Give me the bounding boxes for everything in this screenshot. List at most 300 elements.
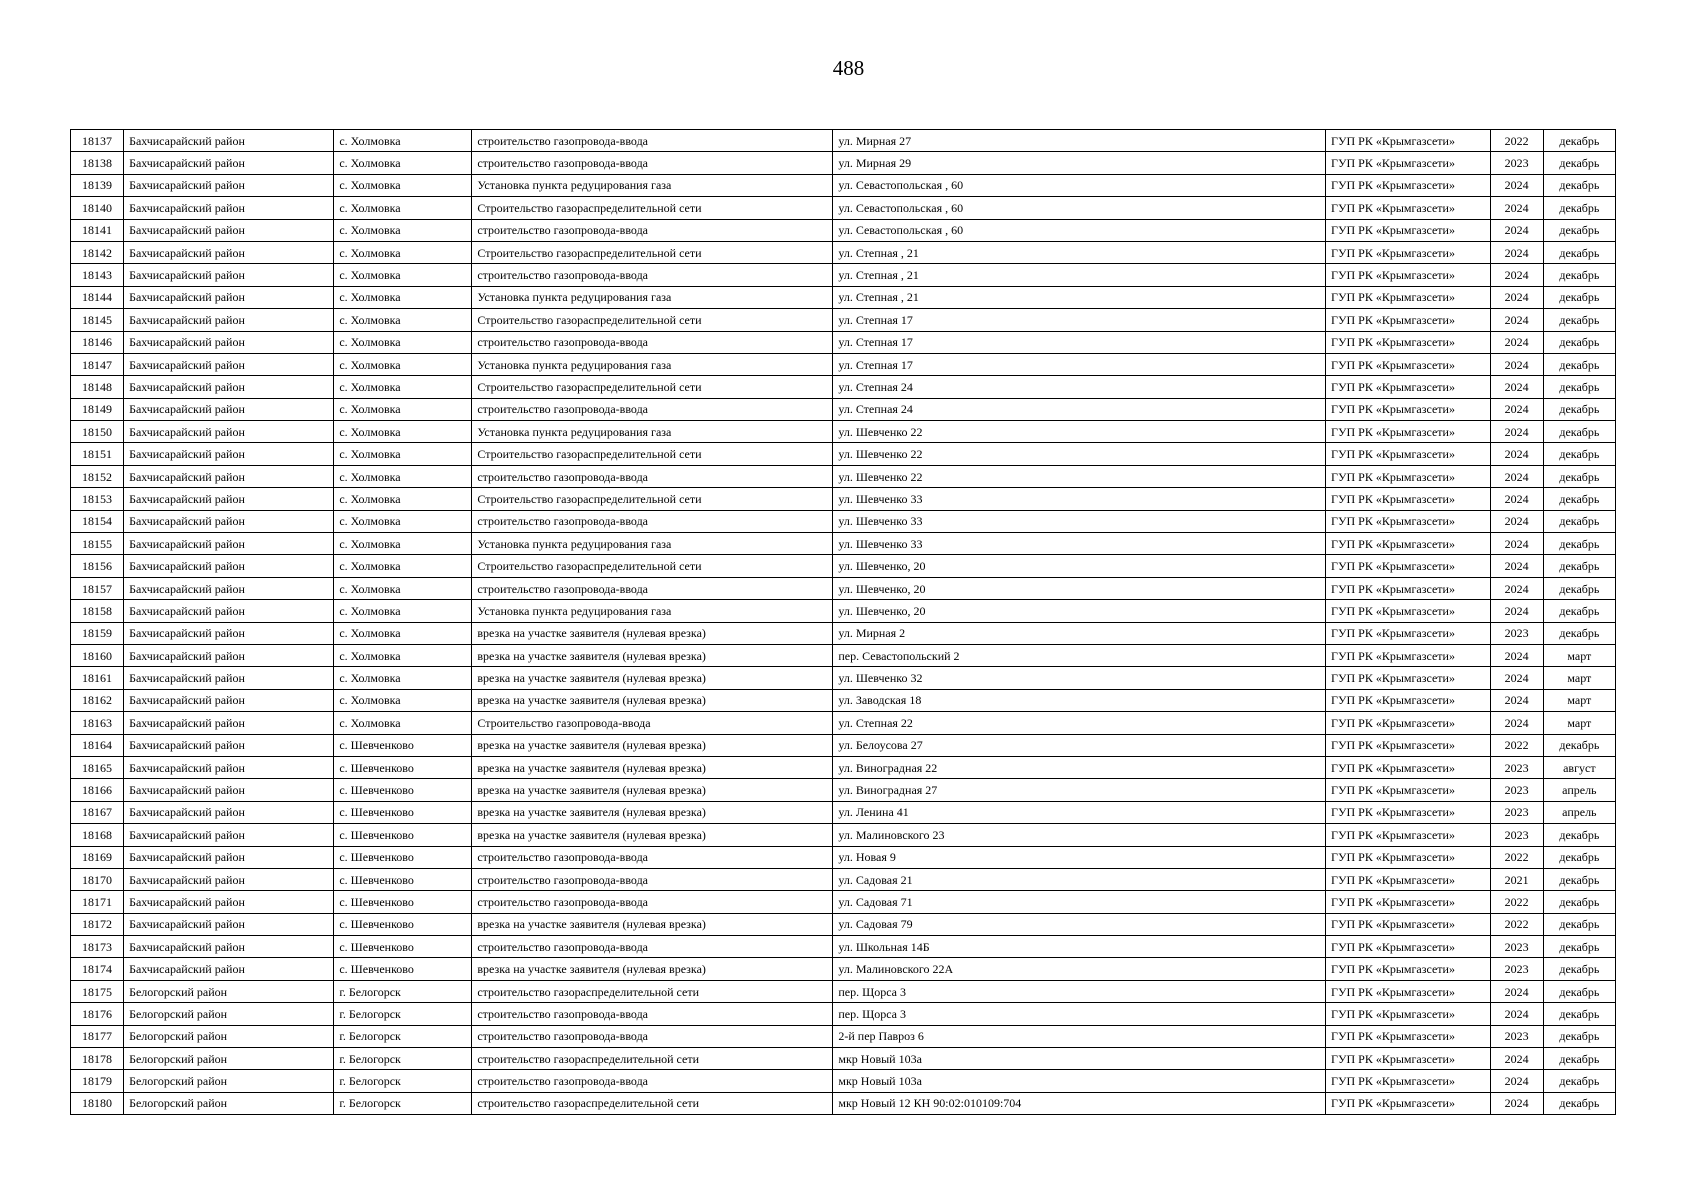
month-cell: декабрь [1543, 174, 1615, 196]
address-cell: ул. Садовая 21 [833, 868, 1326, 890]
work-type-cell: врезка на участке заявителя (нулевая врезка) [472, 756, 833, 778]
year-cell: 2023 [1490, 936, 1543, 958]
month-cell: декабрь [1543, 936, 1615, 958]
work-type-cell: врезка на участке заявителя (нулевая врезка) [472, 779, 833, 801]
district-cell: Бахчисарайский район [124, 577, 334, 599]
month-cell: декабрь [1543, 241, 1615, 263]
work-type-cell: строительство газопровода-ввода [472, 331, 833, 353]
work-type-cell: Установка пункта редуцирования газа [472, 286, 833, 308]
table-row [71, 1070, 1616, 1092]
address-cell: 2-й пер Павроз 6 [833, 1025, 1326, 1047]
table-row [71, 756, 1616, 778]
month-cell: декабрь [1543, 734, 1615, 756]
table-row [71, 421, 1616, 443]
row-number-cell: 18138 [71, 152, 124, 174]
work-type-cell: врезка на участке заявителя (нулевая врезка) [472, 667, 833, 689]
work-type-cell: Установка пункта редуцирования газа [472, 174, 833, 196]
month-cell: декабрь [1543, 331, 1615, 353]
district-cell: Бахчисарайский район [124, 443, 334, 465]
row-number-cell: 18156 [71, 555, 124, 577]
year-cell: 2023 [1490, 622, 1543, 644]
district-cell: Бахчисарайский район [124, 689, 334, 711]
month-cell: декабрь [1543, 1048, 1615, 1070]
year-cell: 2024 [1490, 488, 1543, 510]
district-cell: Бахчисарайский район [124, 197, 334, 219]
address-cell: ул. Малиновского 23 [833, 824, 1326, 846]
row-number-cell: 18139 [71, 174, 124, 196]
year-cell: 2024 [1490, 644, 1543, 666]
table-row [71, 510, 1616, 532]
data-table [70, 129, 1616, 1115]
month-cell: апрель [1543, 801, 1615, 823]
district-cell: Бахчисарайский район [124, 421, 334, 443]
work-type-cell: врезка на участке заявителя (нулевая врезка) [472, 913, 833, 935]
locality-cell: г. Белогорск [334, 1025, 472, 1047]
table-row [71, 868, 1616, 890]
locality-cell: г. Белогорск [334, 980, 472, 1002]
month-cell: декабрь [1543, 465, 1615, 487]
year-cell: 2023 [1490, 756, 1543, 778]
row-number-cell: 18148 [71, 376, 124, 398]
month-cell: декабрь [1543, 577, 1615, 599]
organization-cell: ГУП РК «Крымгазсети» [1326, 152, 1491, 174]
district-cell: Белогорский район [124, 1070, 334, 1092]
work-type-cell: строительство газопровода-ввода [472, 152, 833, 174]
table-row [71, 533, 1616, 555]
district-cell: Бахчисарайский район [124, 801, 334, 823]
work-type-cell: строительство газопровода-ввода [472, 398, 833, 420]
district-cell: Бахчисарайский район [124, 130, 334, 152]
month-cell: декабрь [1543, 488, 1615, 510]
district-cell: Бахчисарайский район [124, 622, 334, 644]
address-cell: ул. Степная 24 [833, 398, 1326, 420]
table-row [71, 398, 1616, 420]
row-number-cell: 18179 [71, 1070, 124, 1092]
row-number-cell: 18141 [71, 219, 124, 241]
table-row [71, 622, 1616, 644]
organization-cell: ГУП РК «Крымгазсети» [1326, 801, 1491, 823]
table-row [71, 1048, 1616, 1070]
district-cell: Бахчисарайский район [124, 264, 334, 286]
address-cell: пер. Щорса 3 [833, 980, 1326, 1002]
work-type-cell: строительство газопровода-ввода [472, 1070, 833, 1092]
month-cell: декабрь [1543, 533, 1615, 555]
organization-cell: ГУП РК «Крымгазсети» [1326, 622, 1491, 644]
organization-cell: ГУП РК «Крымгазсети» [1326, 309, 1491, 331]
row-number-cell: 18164 [71, 734, 124, 756]
organization-cell: ГУП РК «Крымгазсети» [1326, 510, 1491, 532]
organization-cell: ГУП РК «Крымгазсети» [1326, 555, 1491, 577]
organization-cell: ГУП РК «Крымгазсети» [1326, 331, 1491, 353]
row-number-cell: 18175 [71, 980, 124, 1002]
locality-cell: с. Шевченково [334, 756, 472, 778]
work-type-cell: Строительство газораспределительной сети [472, 309, 833, 331]
month-cell: декабрь [1543, 600, 1615, 622]
district-cell: Бахчисарайский район [124, 667, 334, 689]
row-number-cell: 18162 [71, 689, 124, 711]
locality-cell: с. Холмовка [334, 622, 472, 644]
organization-cell: ГУП РК «Крымгазсети» [1326, 958, 1491, 980]
organization-cell: ГУП РК «Крымгазсети» [1326, 376, 1491, 398]
row-number-cell: 18151 [71, 443, 124, 465]
month-cell: декабрь [1543, 980, 1615, 1002]
table-row [71, 980, 1616, 1002]
work-type-cell: Строительство газораспределительной сети [472, 376, 833, 398]
locality-cell: с. Холмовка [334, 309, 472, 331]
address-cell: мкр Новый 12 КН 90:02:010109:704 [833, 1092, 1326, 1114]
row-number-cell: 18143 [71, 264, 124, 286]
month-cell: декабрь [1543, 286, 1615, 308]
district-cell: Бахчисарайский район [124, 868, 334, 890]
address-cell: ул. Виноградная 27 [833, 779, 1326, 801]
table-row [71, 353, 1616, 375]
work-type-cell: Строительство газораспределительной сети [472, 488, 833, 510]
table-row [71, 241, 1616, 263]
row-number-cell: 18142 [71, 241, 124, 263]
organization-cell: ГУП РК «Крымгазсети» [1326, 712, 1491, 734]
table-row [71, 197, 1616, 219]
locality-cell: с. Холмовка [334, 465, 472, 487]
month-cell: декабрь [1543, 555, 1615, 577]
organization-cell: ГУП РК «Крымгазсети» [1326, 465, 1491, 487]
row-number-cell: 18172 [71, 913, 124, 935]
table-row [71, 443, 1616, 465]
year-cell: 2022 [1490, 734, 1543, 756]
address-cell: ул. Шевченко 33 [833, 488, 1326, 510]
locality-cell: с. Холмовка [334, 219, 472, 241]
district-cell: Бахчисарайский район [124, 376, 334, 398]
work-type-cell: Строительство газораспределительной сети [472, 555, 833, 577]
table-row [71, 958, 1616, 980]
table-row [71, 331, 1616, 353]
district-cell: Бахчисарайский район [124, 644, 334, 666]
locality-cell: с. Холмовка [334, 644, 472, 666]
month-cell: декабрь [1543, 376, 1615, 398]
address-cell: ул. Шевченко 33 [833, 533, 1326, 555]
row-number-cell: 18159 [71, 622, 124, 644]
month-cell: декабрь [1543, 197, 1615, 219]
row-number-cell: 18168 [71, 824, 124, 846]
month-cell: декабрь [1543, 443, 1615, 465]
locality-cell: с. Шевченково [334, 801, 472, 823]
district-cell: Бахчисарайский район [124, 510, 334, 532]
address-cell: ул. Шевченко 22 [833, 465, 1326, 487]
locality-cell: с. Шевченково [334, 868, 472, 890]
year-cell: 2022 [1490, 913, 1543, 935]
work-type-cell: врезка на участке заявителя (нулевая врезка) [472, 622, 833, 644]
locality-cell: с. Холмовка [334, 667, 472, 689]
month-cell: декабрь [1543, 264, 1615, 286]
year-cell: 2024 [1490, 712, 1543, 734]
locality-cell: с. Холмовка [334, 533, 472, 555]
address-cell: ул. Новая 9 [833, 846, 1326, 868]
year-cell: 2023 [1490, 824, 1543, 846]
year-cell: 2024 [1490, 600, 1543, 622]
address-cell: ул. Заводская 18 [833, 689, 1326, 711]
district-cell: Бахчисарайский район [124, 891, 334, 913]
organization-cell: ГУП РК «Крымгазсети» [1326, 197, 1491, 219]
table-row [71, 577, 1616, 599]
month-cell: декабрь [1543, 421, 1615, 443]
year-cell: 2024 [1490, 667, 1543, 689]
work-type-cell: строительство газопровода-ввода [472, 264, 833, 286]
year-cell: 2024 [1490, 219, 1543, 241]
month-cell: март [1543, 712, 1615, 734]
locality-cell: с. Холмовка [334, 398, 472, 420]
row-number-cell: 18155 [71, 533, 124, 555]
month-cell: декабрь [1543, 1003, 1615, 1025]
locality-cell: с. Шевченково [334, 779, 472, 801]
work-type-cell: врезка на участке заявителя (нулевая врезка) [472, 734, 833, 756]
address-cell: ул. Ленина 41 [833, 801, 1326, 823]
table-row [71, 264, 1616, 286]
locality-cell: с. Шевченково [334, 936, 472, 958]
address-cell: ул. Шевченко 33 [833, 510, 1326, 532]
address-cell: мкр Новый 103а [833, 1048, 1326, 1070]
row-number-cell: 18154 [71, 510, 124, 532]
district-cell: Бахчисарайский район [124, 309, 334, 331]
year-cell: 2024 [1490, 533, 1543, 555]
organization-cell: ГУП РК «Крымгазсети» [1326, 130, 1491, 152]
year-cell: 2024 [1490, 465, 1543, 487]
month-cell: апрель [1543, 779, 1615, 801]
year-cell: 2023 [1490, 152, 1543, 174]
year-cell: 2024 [1490, 510, 1543, 532]
table-row [71, 734, 1616, 756]
organization-cell: ГУП РК «Крымгазсети» [1326, 868, 1491, 890]
organization-cell: ГУП РК «Крымгазсети» [1326, 1070, 1491, 1092]
district-cell: Белогорский район [124, 1092, 334, 1114]
work-type-cell: строительство газопровода-ввода [472, 846, 833, 868]
address-cell: ул. Садовая 79 [833, 913, 1326, 935]
district-cell: Бахчисарайский район [124, 398, 334, 420]
address-cell: ул. Шевченко, 20 [833, 600, 1326, 622]
district-cell: Бахчисарайский район [124, 824, 334, 846]
locality-cell: с. Холмовка [334, 712, 472, 734]
organization-cell: ГУП РК «Крымгазсети» [1326, 443, 1491, 465]
work-type-cell: Строительство газораспределительной сети [472, 241, 833, 263]
district-cell: Бахчисарайский район [124, 779, 334, 801]
locality-cell: с. Холмовка [334, 421, 472, 443]
table-row [71, 936, 1616, 958]
row-number-cell: 18152 [71, 465, 124, 487]
year-cell: 2024 [1490, 197, 1543, 219]
locality-cell: с. Холмовка [334, 488, 472, 510]
address-cell: мкр Новый 103а [833, 1070, 1326, 1092]
table-row [71, 667, 1616, 689]
year-cell: 2022 [1490, 130, 1543, 152]
row-number-cell: 18149 [71, 398, 124, 420]
locality-cell: с. Холмовка [334, 197, 472, 219]
district-cell: Белогорский район [124, 980, 334, 1002]
month-cell: декабрь [1543, 130, 1615, 152]
organization-cell: ГУП РК «Крымгазсети» [1326, 891, 1491, 913]
address-cell: ул. Мирная 29 [833, 152, 1326, 174]
month-cell: август [1543, 756, 1615, 778]
row-number-cell: 18146 [71, 331, 124, 353]
address-cell: ул. Степная , 21 [833, 286, 1326, 308]
district-cell: Бахчисарайский район [124, 712, 334, 734]
district-cell: Бахчисарайский район [124, 219, 334, 241]
organization-cell: ГУП РК «Крымгазсети» [1326, 1048, 1491, 1070]
table-row [71, 286, 1616, 308]
work-type-cell: строительство газопровода-ввода [472, 219, 833, 241]
row-number-cell: 18160 [71, 644, 124, 666]
year-cell: 2022 [1490, 891, 1543, 913]
table-row [71, 824, 1616, 846]
address-cell: ул. Степная , 21 [833, 264, 1326, 286]
row-number-cell: 18150 [71, 421, 124, 443]
year-cell: 2024 [1490, 1092, 1543, 1114]
row-number-cell: 18177 [71, 1025, 124, 1047]
table-row [71, 644, 1616, 666]
organization-cell: ГУП РК «Крымгазсети» [1326, 353, 1491, 375]
locality-cell: г. Белогорск [334, 1092, 472, 1114]
address-cell: ул. Степная , 21 [833, 241, 1326, 263]
table-row [71, 1092, 1616, 1114]
organization-cell: ГУП РК «Крымгазсети» [1326, 264, 1491, 286]
work-type-cell: Строительство газораспределительной сети [472, 197, 833, 219]
organization-cell: ГУП РК «Крымгазсети» [1326, 488, 1491, 510]
year-cell: 2023 [1490, 779, 1543, 801]
locality-cell: с. Холмовка [334, 689, 472, 711]
row-number-cell: 18157 [71, 577, 124, 599]
address-cell: ул. Шевченко, 20 [833, 555, 1326, 577]
locality-cell: с. Холмовка [334, 130, 472, 152]
year-cell: 2024 [1490, 421, 1543, 443]
district-cell: Белогорский район [124, 1048, 334, 1070]
month-cell: декабрь [1543, 891, 1615, 913]
month-cell: декабрь [1543, 219, 1615, 241]
year-cell: 2022 [1490, 846, 1543, 868]
year-cell: 2024 [1490, 577, 1543, 599]
row-number-cell: 18158 [71, 600, 124, 622]
year-cell: 2024 [1490, 353, 1543, 375]
work-type-cell: строительство газопровода-ввода [472, 891, 833, 913]
table-row [71, 846, 1616, 868]
row-number-cell: 18140 [71, 197, 124, 219]
row-number-cell: 18165 [71, 756, 124, 778]
work-type-cell: строительство газопровода-ввода [472, 465, 833, 487]
organization-cell: ГУП РК «Крымгазсети» [1326, 913, 1491, 935]
year-cell: 2024 [1490, 398, 1543, 420]
district-cell: Бахчисарайский район [124, 600, 334, 622]
locality-cell: с. Шевченково [334, 824, 472, 846]
district-cell: Бахчисарайский район [124, 846, 334, 868]
work-type-cell: строительство газораспределительной сети [472, 980, 833, 1002]
table-row [71, 376, 1616, 398]
work-type-cell: строительство газопровода-ввода [472, 1025, 833, 1047]
locality-cell: с. Шевченково [334, 958, 472, 980]
address-cell: ул. Школьная 14Б [833, 936, 1326, 958]
row-number-cell: 18161 [71, 667, 124, 689]
organization-cell: ГУП РК «Крымгазсети» [1326, 174, 1491, 196]
month-cell: декабрь [1543, 958, 1615, 980]
row-number-cell: 18173 [71, 936, 124, 958]
work-type-cell: Строительство газораспределительной сети [472, 443, 833, 465]
organization-cell: ГУП РК «Крымгазсети» [1326, 1092, 1491, 1114]
work-type-cell: строительство газопровода-ввода [472, 510, 833, 532]
organization-cell: ГУП РК «Крымгазсети» [1326, 1003, 1491, 1025]
table-row [71, 1003, 1616, 1025]
district-cell: Бахчисарайский район [124, 555, 334, 577]
locality-cell: с. Холмовка [334, 600, 472, 622]
row-number-cell: 18170 [71, 868, 124, 890]
organization-cell: ГУП РК «Крымгазсети» [1326, 421, 1491, 443]
organization-cell: ГУП РК «Крымгазсети» [1326, 286, 1491, 308]
year-cell: 2024 [1490, 1048, 1543, 1070]
locality-cell: с. Шевченково [334, 891, 472, 913]
table-row [71, 689, 1616, 711]
row-number-cell: 18180 [71, 1092, 124, 1114]
month-cell: декабрь [1543, 1092, 1615, 1114]
table-row [71, 465, 1616, 487]
table-row [71, 152, 1616, 174]
address-cell: ул. Мирная 2 [833, 622, 1326, 644]
month-cell: декабрь [1543, 152, 1615, 174]
row-number-cell: 18169 [71, 846, 124, 868]
locality-cell: с. Холмовка [334, 443, 472, 465]
row-number-cell: 18171 [71, 891, 124, 913]
year-cell: 2024 [1490, 443, 1543, 465]
row-number-cell: 18174 [71, 958, 124, 980]
work-type-cell: строительство газораспределительной сети [472, 1092, 833, 1114]
organization-cell: ГУП РК «Крымгазсети» [1326, 241, 1491, 263]
row-number-cell: 18153 [71, 488, 124, 510]
month-cell: декабрь [1543, 846, 1615, 868]
table-row [71, 913, 1616, 935]
year-cell: 2024 [1490, 264, 1543, 286]
address-cell: ул. Белоусова 27 [833, 734, 1326, 756]
table-row [71, 219, 1616, 241]
row-number-cell: 18147 [71, 353, 124, 375]
year-cell: 2024 [1490, 241, 1543, 263]
row-number-cell: 18166 [71, 779, 124, 801]
organization-cell: ГУП РК «Крымгазсети» [1326, 980, 1491, 1002]
table-row [71, 801, 1616, 823]
year-cell: 2024 [1490, 376, 1543, 398]
month-cell: декабрь [1543, 824, 1615, 846]
month-cell: декабрь [1543, 510, 1615, 532]
locality-cell: с. Холмовка [334, 331, 472, 353]
year-cell: 2024 [1490, 309, 1543, 331]
address-cell: ул. Степная 17 [833, 331, 1326, 353]
work-type-cell: врезка на участке заявителя (нулевая врезка) [472, 958, 833, 980]
district-cell: Бахчисарайский район [124, 734, 334, 756]
district-cell: Бахчисарайский район [124, 958, 334, 980]
month-cell: декабрь [1543, 622, 1615, 644]
district-cell: Белогорский район [124, 1025, 334, 1047]
month-cell: март [1543, 667, 1615, 689]
address-cell: ул. Садовая 71 [833, 891, 1326, 913]
organization-cell: ГУП РК «Крымгазсети» [1326, 756, 1491, 778]
work-type-cell: строительство газопровода-ввода [472, 936, 833, 958]
work-type-cell: врезка на участке заявителя (нулевая врезка) [472, 801, 833, 823]
organization-cell: ГУП РК «Крымгазсети» [1326, 644, 1491, 666]
locality-cell: с. Холмовка [334, 353, 472, 375]
address-cell: пер. Севастопольский 2 [833, 644, 1326, 666]
table-body [71, 130, 1616, 1115]
address-cell: ул. Шевченко 32 [833, 667, 1326, 689]
table-row [71, 1025, 1616, 1047]
locality-cell: с. Шевченково [334, 846, 472, 868]
organization-cell: ГУП РК «Крымгазсети» [1326, 398, 1491, 420]
locality-cell: с. Холмовка [334, 555, 472, 577]
year-cell: 2024 [1490, 1003, 1543, 1025]
year-cell: 2021 [1490, 868, 1543, 890]
organization-cell: ГУП РК «Крымгазсети» [1326, 936, 1491, 958]
row-number-cell: 18145 [71, 309, 124, 331]
